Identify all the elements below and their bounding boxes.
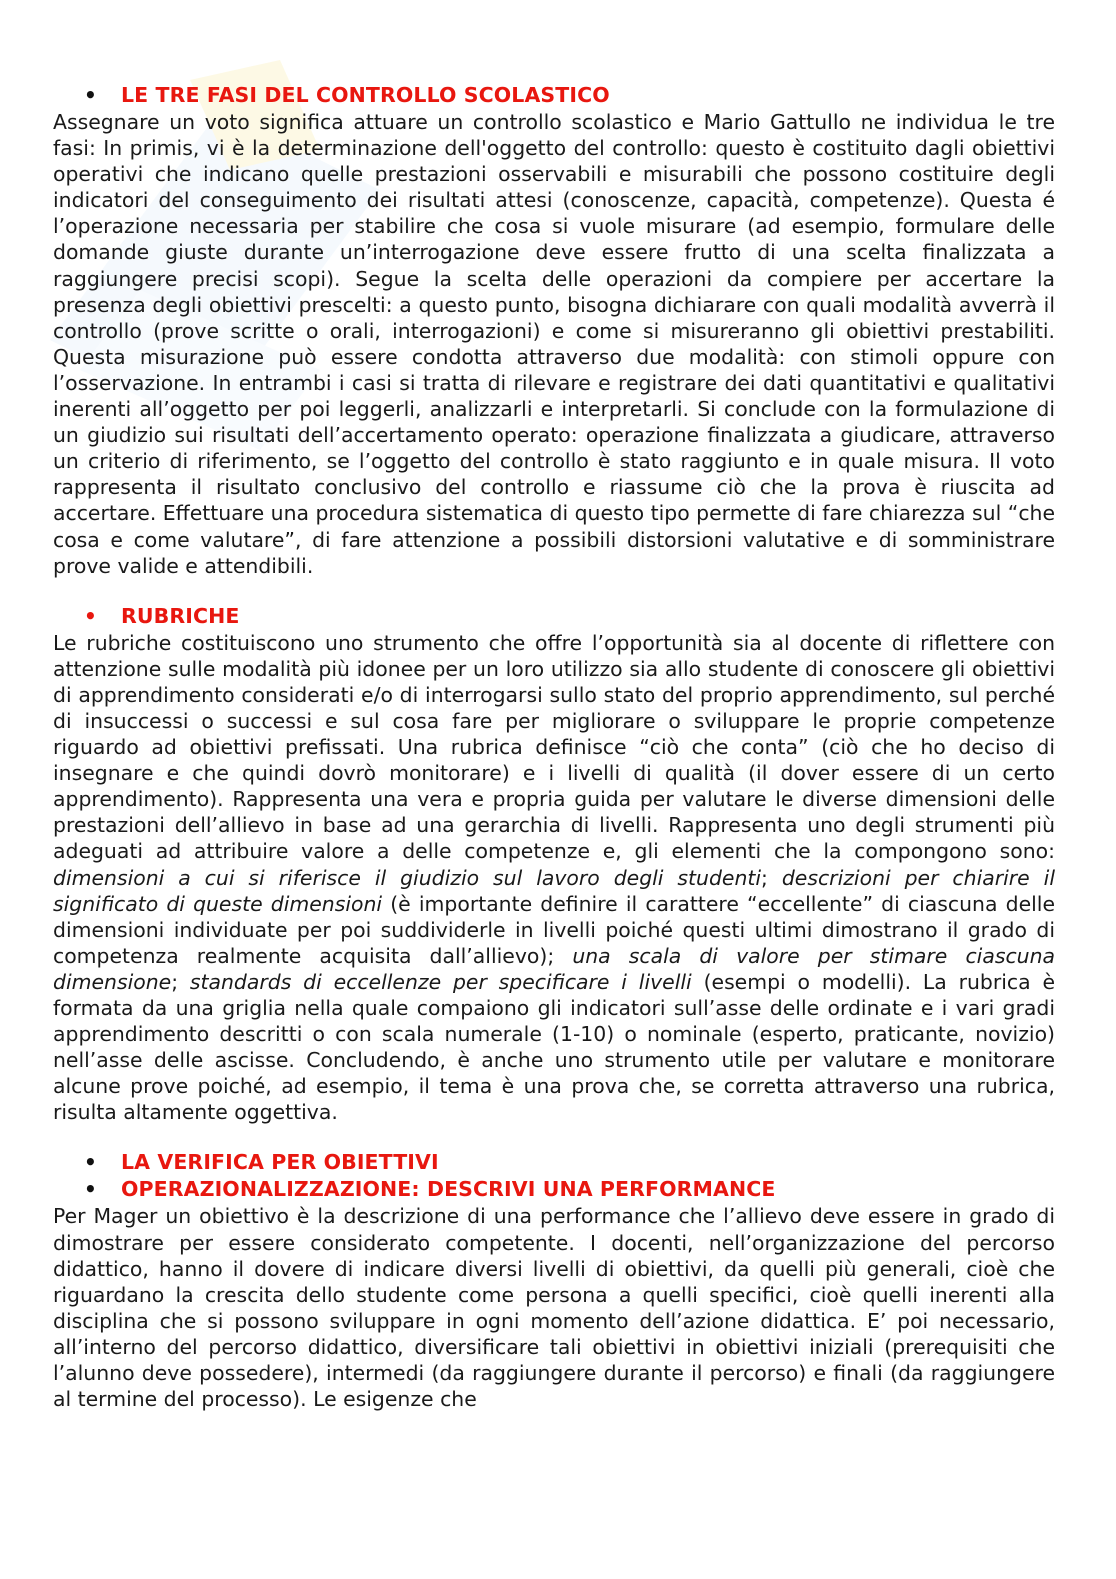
heading-rubriche <box>53 603 1055 630</box>
text-run: Le rubriche costituiscono uno strumento che offre l’opportunità sia al docente di riflettere con attenzione sulle modalità più idonee per un loro utilizzo sia allo studente di conoscere gli obiettivi di apprendimento considerati e/o di interrogarsi sullo stato del proprio apprendimento, sul perché di insuccessi o successi e sul cosa fare per migliorare o sviluppare le proprie competenze riguardo ad obiettivi prefissati. Una rubrica definisce “ciò che conta” (ciò che ho deciso di insegnare e che quindi dovrò monitorare) e i livelli di qualità (il dover essere di un certo apprendimento). Rappresenta una vera e propria guida per valutare le diverse dimensioni delle prestazioni dell’allievo in base ad una gerarchia di livelli. Rappresenta uno degli strumenti più adeguati ad attribuire valore a delle competenze e, gli elementi che la compongono sono: <box>53 630 1055 864</box>
heading-operazionalizzazione <box>53 1176 1055 1203</box>
italic-run: descrizioni per chiarire il significato di queste dimensioni <box>53 865 1055 916</box>
bullet-icon: • <box>84 1177 97 1202</box>
heading-verifica-text: LA VERIFICA PER OBIETTIVI <box>121 1150 439 1175</box>
bullet-icon: • <box>84 603 97 628</box>
heading-fasi <box>53 82 1055 109</box>
heading-verifica <box>53 1149 1055 1176</box>
heading-rubriche-text: RUBRICHE <box>121 603 240 628</box>
italic-run: una scala di valore per stimare ciascuna dimensione <box>53 943 1056 994</box>
text-run: (è importante definire il carattere “eccellente” di ciascuna delle dimensioni individuate per poi suddividerle in livelli poiché questi ultimi dimostrano il grado di competenza realmente acquisita dall’allievo); <box>53 891 1055 968</box>
text-run: ; <box>761 865 782 890</box>
paragraph-operazionalizzazione: Per Mager un obiettivo è la descrizione di una performance che l’allievo deve essere in grado di dimostrare per essere considerato competente. I docenti, nell’organizzazione del percorso didattico, hanno il dovere di indicare diversi livelli di obiettivi, da quelli più generali, cioè che riguardano la crescita dello studente come persona a quelli specifici, cioè quelli inerenti alla disciplina che si possono sviluppare in ogni momento dell’azione didattica. E’ poi necessario, all’interno del percorso didattico, diversificare tali obiettivi in obiettivi iniziali (prerequisiti che l’alunno deve possedere), intermedi (da raggiungere durante il percorso) e finali (da raggiungere al termine del processo). Le esigenze che <box>53 1204 1055 1412</box>
heading-operazionalizzazione-text: OPERAZIONALIZZAZIONE: DESCRIVI UNA PERFORMANCE <box>121 1177 776 1202</box>
paragraph-rubriche <box>53 630 1055 1126</box>
italic-run: dimensioni a cui si riferisce il giudizio sul lavoro degli studenti <box>53 865 762 890</box>
document-page <box>53 82 1055 1412</box>
bullet-icon: • <box>84 1150 97 1175</box>
heading-fasi-text: LE TRE FASI DEL CONTROLLO SCOLASTICO <box>121 83 610 107</box>
text-run: (esempi o modelli). La rubrica è formata da una griglia nella quale compaiono gli indicatori sull’asse delle ordinate e i vari gradi apprendimento descritti o con scala numerale (1-10) o nominale (esperto, praticante, novizio) nell’asse delle ascisse. Concludendo, è anche uno strumento utile per valutare e monitorare alcune prove poiché, ad esempio, il tema è una prova che, se corretta attraverso una rubrica, risulta altamente oggettiva. <box>53 969 1055 1125</box>
text-run: ; <box>171 969 190 994</box>
bullet-icon: • <box>84 83 97 107</box>
italic-run: standards di eccellenze per specificare i livelli <box>189 969 692 994</box>
paragraph-fasi: Assegnare un voto significa attuare un controllo scolastico e Mario Gattullo ne individua le tre fasi: In primis, vi è la determinazione dell'oggetto del controllo: questo è costituito dagli obiettivi operativi che indicano quelle prestazioni osservabili e misurabili che possono costituire degli indicatori del conseguimento dei risultati attesi (conoscenze, capacità, competenze). Questa é l’operazione necessaria per stabilire che cosa si vuole misurare (ad esempio, formulare delle domande giuste durante un’interrogazione deve essere frutto di una scelta finalizzata a raggiungere precisi scopi). Segue la scelta delle operazioni da compiere per accertare la presenza degli obiettivi prescelti: a questo punto, bisogna dichiarare con quali modalità avverrà il controllo (prove scritte o orali, interrogazioni) e come si misureranno gli obiettivi prestabiliti. Questa misurazione può essere condotta attraverso due modalità: con stimoli oppure con l’osservazione. In entrambi i casi si tratta di rilevare e registrare dei dati quantitativi e qualitativi inerenti all’oggetto per poi leggerli, analizzarli e interpretarli. Si conclude con la formulazione di un giudizio sui risultati dell’accertamento operato: operazione finalizzata a giudicare, attraverso un criterio di riferimento, se l’oggetto del controllo è stato raggiunto e in quale misura. Il voto rappresenta il risultato conclusivo del controllo e riassume ciò che la prova è riuscita ad accertare. Effettuare una procedura sistematica di questo tipo permette di fare chiarezza sul “che cosa e come valutare”, di fare attenzione a possibili distorsioni valutative e di somministrare prove valide e attendibili. <box>53 110 1055 578</box>
